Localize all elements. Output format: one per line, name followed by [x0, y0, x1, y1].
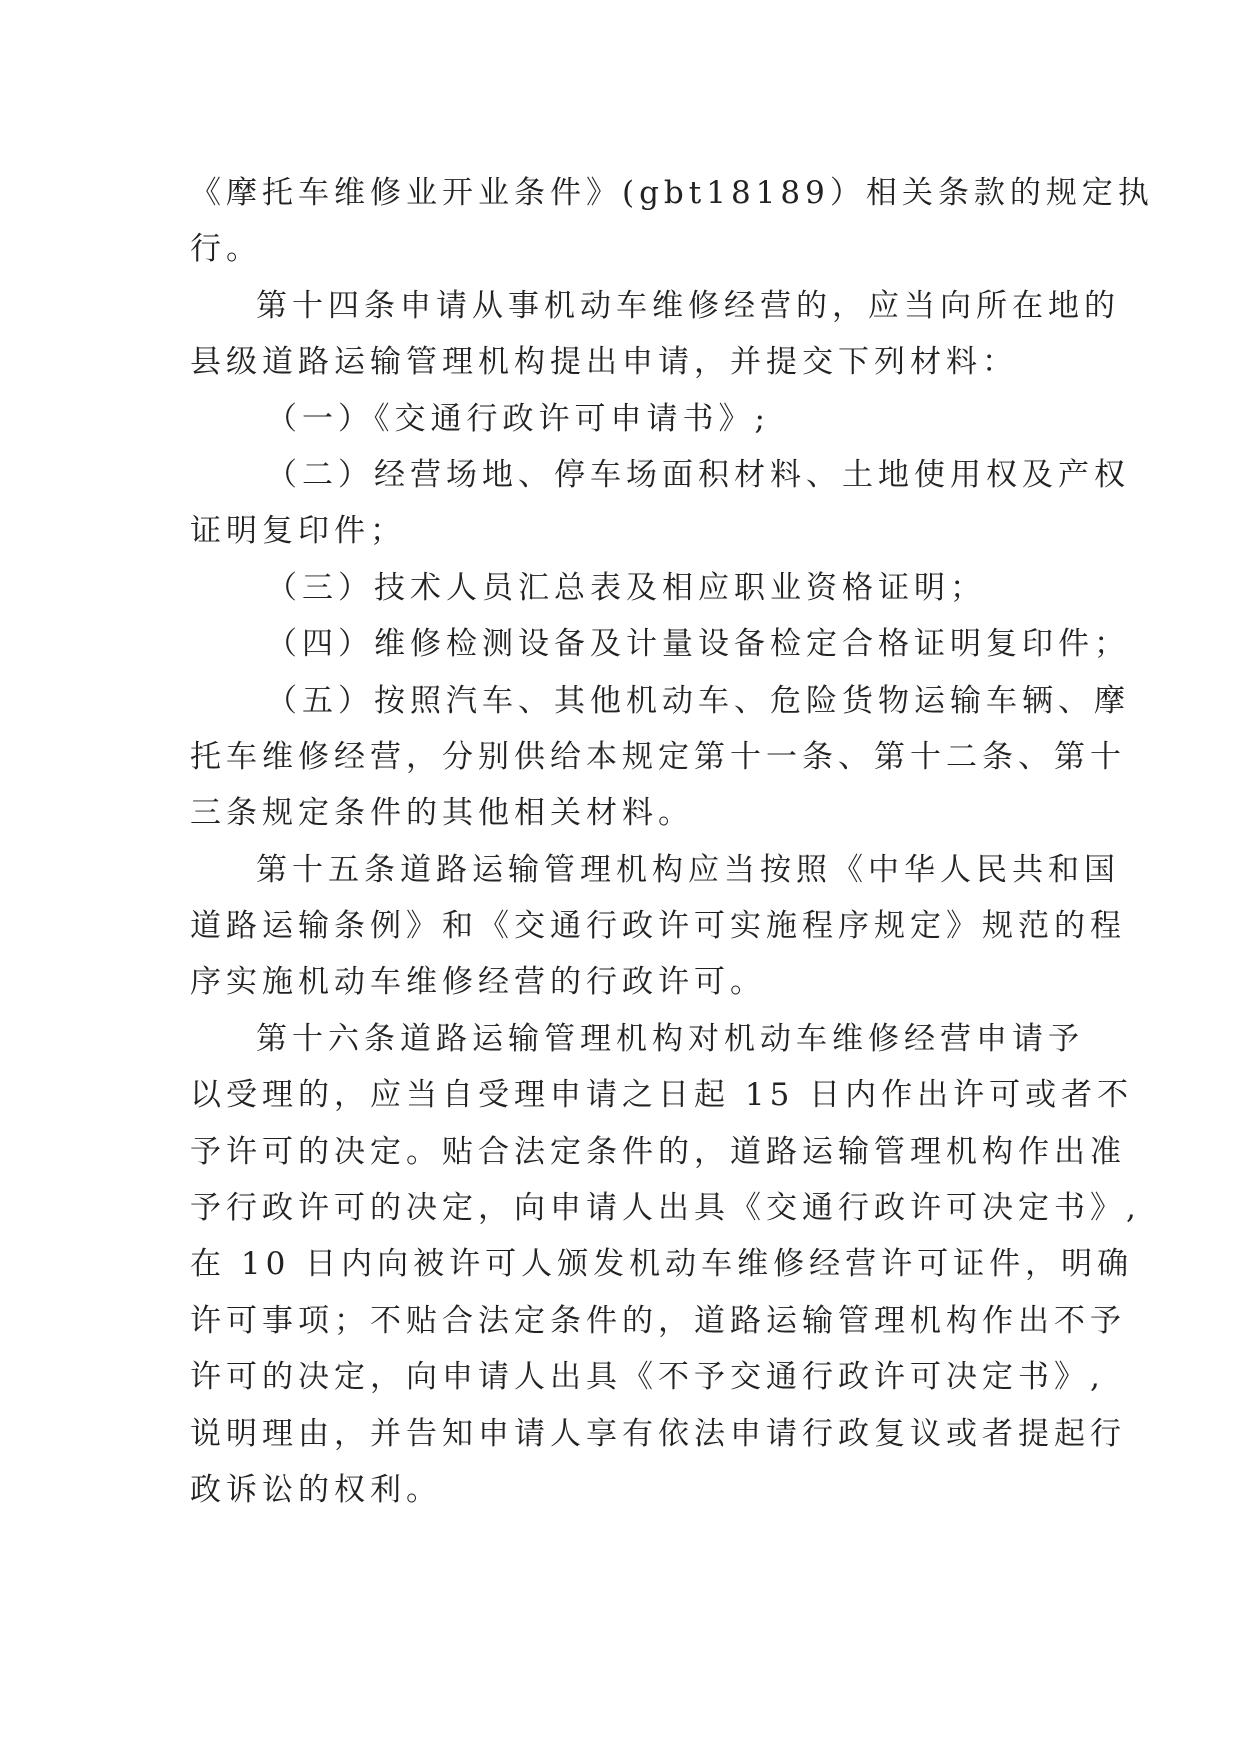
text-line: 予许可的决定。贴合法定条件的，道路运输管理机构作出准 [190, 1133, 1126, 1170]
text-line: 以受理的，应当自受理申请之日起 15 日内作出许可或者不 [190, 1077, 1134, 1114]
list-item-4: （四）维修检测设备及计量设备检定合格证明复印件； [266, 626, 1130, 663]
text-line: 在 10 日内向被许可人颁发机动车维修经营许可证件，明确 [190, 1246, 1134, 1283]
text-line: 许可的决定，向申请人出具《不予交通行政许可决定书》, [190, 1359, 1105, 1396]
text-line: 予行政许可的决定，向申请人出具《交通行政许可决定书》, [190, 1190, 1141, 1227]
text-line: 说明理由，并告知申请人享有依法申请行政复议或者提起行 [190, 1415, 1126, 1452]
list-item-5: （五）按照汽车、其他机动车、危险货物运输车辆、摩 [266, 682, 1130, 719]
article-16-line: 第十六条道路运输管理机构对机动车维修经营申请予 [256, 1020, 1084, 1057]
list-item-2: （二）经营场地、停车场面积材料、土地使用权及产权 [266, 456, 1130, 493]
text-line: 证明复印件； [190, 513, 406, 550]
text-line: 县级道路运输管理机构提出申请，并提交下列材料： [190, 344, 1018, 381]
text-line: 道路运输条例》和《交通行政许可实施程序规定》规范的程 [190, 908, 1126, 945]
article-14-line: 第十四条申请从事机动车维修经营的，应当向所在地的 [256, 287, 1120, 324]
article-15-line: 第十五条道路运输管理机构应当按照《中华人民共和国 [256, 851, 1120, 888]
list-item-1: （一）《交通行政许可申请书》; [266, 400, 770, 437]
text-line: 行。 [190, 231, 262, 268]
text-line: 托车维修经营，分别供给本规定第十一条、第十二条、第十 [190, 738, 1126, 775]
list-item-3: （三）技术人员汇总表及相应职业资格证明； [266, 569, 986, 606]
text-line: 政诉讼的权利。 [190, 1471, 442, 1508]
text-line: 三条规定条件的其他相关材料。 [190, 795, 694, 832]
text-line: 序实施机动车维修经营的行政许可。 [190, 964, 766, 1001]
document-body [190, 165, 1154, 1518]
text-line: 许可事项；不贴合法定条件的，道路运输管理机构作出不予 [190, 1302, 1126, 1339]
text-line: 《摩托车维修业开业条件》(gbt18189）相关条款的规定执 [190, 175, 1154, 211]
